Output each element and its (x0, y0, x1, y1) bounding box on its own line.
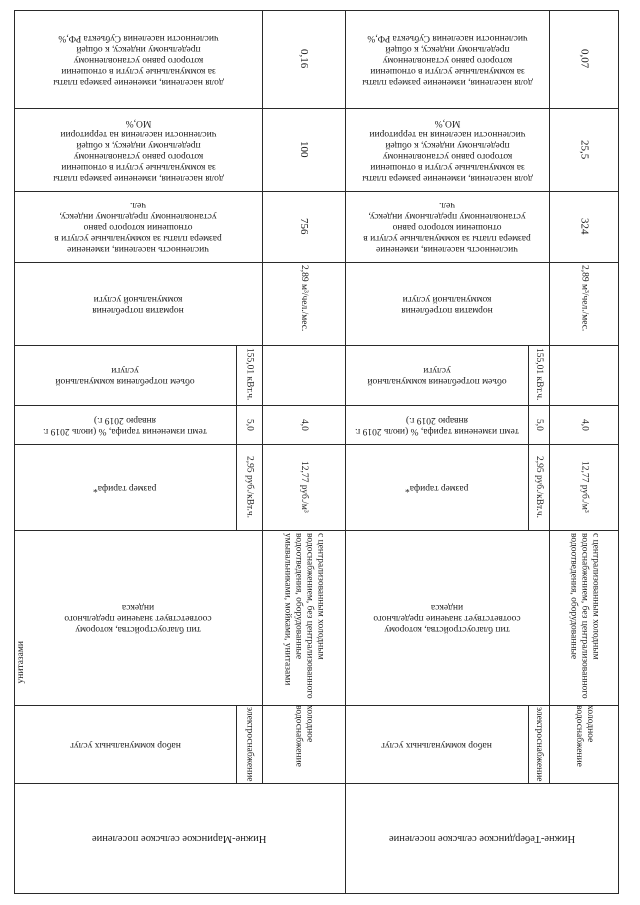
right-share-rf-header-cell (345, 10, 549, 108)
left-type-value-cell (262, 530, 345, 705)
right-tariff-header-cell (345, 444, 528, 530)
left-pop-value-cell (262, 191, 345, 262)
right-share-mo-value: 25,5 (578, 139, 591, 160)
right-set-header-cell (345, 705, 528, 783)
right-type-value-cell (549, 530, 619, 705)
left-service1: электроснабжение (244, 706, 255, 782)
right-volume1: 155,01 кВт.ч. (534, 347, 544, 400)
right-pop-header: численность населения, изменение размера платы за коммунальные услуги в отношении которого равно установленному предельному индексу, чел. (363, 200, 531, 254)
left-tariff-header: размер тарифа* (93, 482, 157, 493)
right-rate2-cell (549, 405, 619, 444)
left-rate1-cell (236, 405, 262, 444)
left-share-rf-header-cell (14, 10, 262, 108)
right-type-value: с централизованным холодным водоснабжением, без централизованного водоотведения, оборудованные (568, 532, 601, 699)
right-service2-cell (549, 705, 619, 783)
right-tariff2-cell (549, 444, 619, 530)
right-type-header-cell (345, 530, 549, 705)
right-set-header: набор коммунальных услуг (381, 739, 492, 750)
left-share-mo-value-cell (262, 108, 345, 191)
right-volume1-cell (528, 345, 549, 405)
right-rate1-cell (528, 405, 549, 444)
left-settlement-name: Нижне-Маринское сельское поселение (92, 833, 267, 844)
left-type-value: с централизованным холодным водоснабжением, без централизованного водоотведения, оборудованные умывальниками, мойками, унитазами (282, 532, 326, 699)
right-tariff2: 12,77 руб./м³ (579, 461, 590, 513)
left-norm1: 2,89 м³/чел./мес. (299, 264, 309, 331)
left-service2-cell (262, 705, 345, 783)
left-pop-header: численность населения, изменение размера платы за коммунальные услуги в отношении которого равно установленному предельному индексу, чел. (54, 200, 222, 254)
left-rate-header-cell (14, 405, 236, 444)
left-tariff1: 2,95 руб./кВт.ч. (244, 455, 255, 518)
left-set-header: набор коммунальных услуг (69, 739, 181, 750)
left-pop-value: 756 (298, 218, 310, 235)
left-norm-header-cell (14, 262, 262, 345)
right-rate2: 4,0 (579, 418, 590, 431)
right-share-rf-header: доля населения, изменение размера платы за коммунальные услуги в отношении которого равно установленному предельному индексу, к общей численности населения Субъекта РФ,% (361, 32, 533, 87)
fragment-label: унитазами (15, 641, 26, 684)
right-service2: холодное водоснабжение (574, 705, 595, 767)
left-tariff2: 12,77 руб./м³ (299, 461, 309, 513)
left-share-mo-header: доля населения, изменение размера платы за коммунальные услуги в отношении которого равно установленному предельному индексу, к общей численности населения на территории МО,% (52, 117, 224, 183)
right-service1: электроснабжение (534, 706, 544, 782)
right-tariff1: 2,95 руб./кВт.ч. (534, 455, 544, 518)
left-tariff1-cell (236, 444, 262, 530)
left-rate1: 5,0 (244, 418, 255, 431)
right-norm1-cell (549, 262, 619, 345)
right-pop-header-cell (345, 191, 549, 262)
left-volume1: 155,01 кВт.ч. (244, 347, 255, 400)
left-type-header-cell (14, 530, 262, 705)
left-share-rf-value-cell (262, 10, 345, 108)
right-share-mo-header: доля населения, изменение размера платы за коммунальные услуги в отношении которого равно установленному предельному индексу, к общей численности населения на территории МО,% (361, 117, 533, 183)
left-service1-cell (236, 705, 262, 783)
left-settlement-cell (14, 783, 345, 893)
left-rate2: 4,0 (299, 418, 309, 431)
right-share-rf-value-cell (549, 10, 619, 108)
left-share-mo-header-cell (14, 108, 262, 191)
right-settlement-name: Нижне-Тебердинское сельское поселение (388, 833, 576, 844)
left-share-mo-value: 100 (298, 141, 310, 158)
right-tariff1-cell (528, 444, 549, 530)
left-norm-header: норматив потребления коммунальной услуги (92, 293, 184, 315)
left-share-rf-header: доля населения, изменение размера платы за коммунальные услуги в отношении которого равно установленному предельному индексу, к общей численности населения Субъекта РФ,% (52, 32, 224, 87)
left-share-rf-value: 0,16 (298, 49, 310, 69)
left-type-header: тип благоустройства, которому соответствует значение предельного индекса (64, 602, 212, 634)
right-share-rf-value: 0,07 (578, 49, 591, 69)
right-share-mo-value-cell (549, 108, 619, 191)
left-pop-header-cell (14, 191, 262, 262)
right-rate-header: темп изменения тарифа, % (июль 2019 г. январю 2019 г.) (354, 414, 519, 436)
left-set-header-cell (14, 705, 236, 783)
right-volume-header: объем потребления коммунальной услуги (366, 365, 507, 386)
right-service1-cell (528, 705, 549, 783)
right-volume-header-cell (345, 345, 528, 405)
right-tariff-header: размер тарифа* (404, 482, 469, 493)
left-volume-header-cell (14, 345, 236, 405)
left-tariff-header-cell (14, 444, 236, 530)
right-pop-value: 324 (578, 218, 591, 235)
left-rate2-cell (262, 405, 345, 444)
left-volume1-cell (236, 345, 262, 405)
right-norm1: 2,89 м³/чел./мес. (579, 264, 590, 331)
left-volume-header: объем потребления коммунальной услуги (55, 365, 195, 386)
right-norm-header-cell (345, 262, 549, 345)
left-tariff2-cell (262, 444, 345, 530)
right-type-header: тип благоустройства, которому соответствует значение предельного индекса (373, 602, 521, 634)
left-norm1-cell (262, 262, 345, 345)
right-pop-value-cell (549, 191, 619, 262)
left-service2: холодное водоснабжение (293, 705, 315, 767)
right-rate-header-cell (345, 405, 528, 444)
right-rate1: 5,0 (534, 418, 544, 431)
right-share-mo-header-cell (345, 108, 549, 191)
left-rate-header: темп изменения тарифа, % (июль 2019 г. январю 2019 г.) (43, 414, 207, 436)
right-settlement-cell (345, 783, 619, 893)
right-norm-header: норматив потребления коммунальной услуги (401, 293, 493, 315)
